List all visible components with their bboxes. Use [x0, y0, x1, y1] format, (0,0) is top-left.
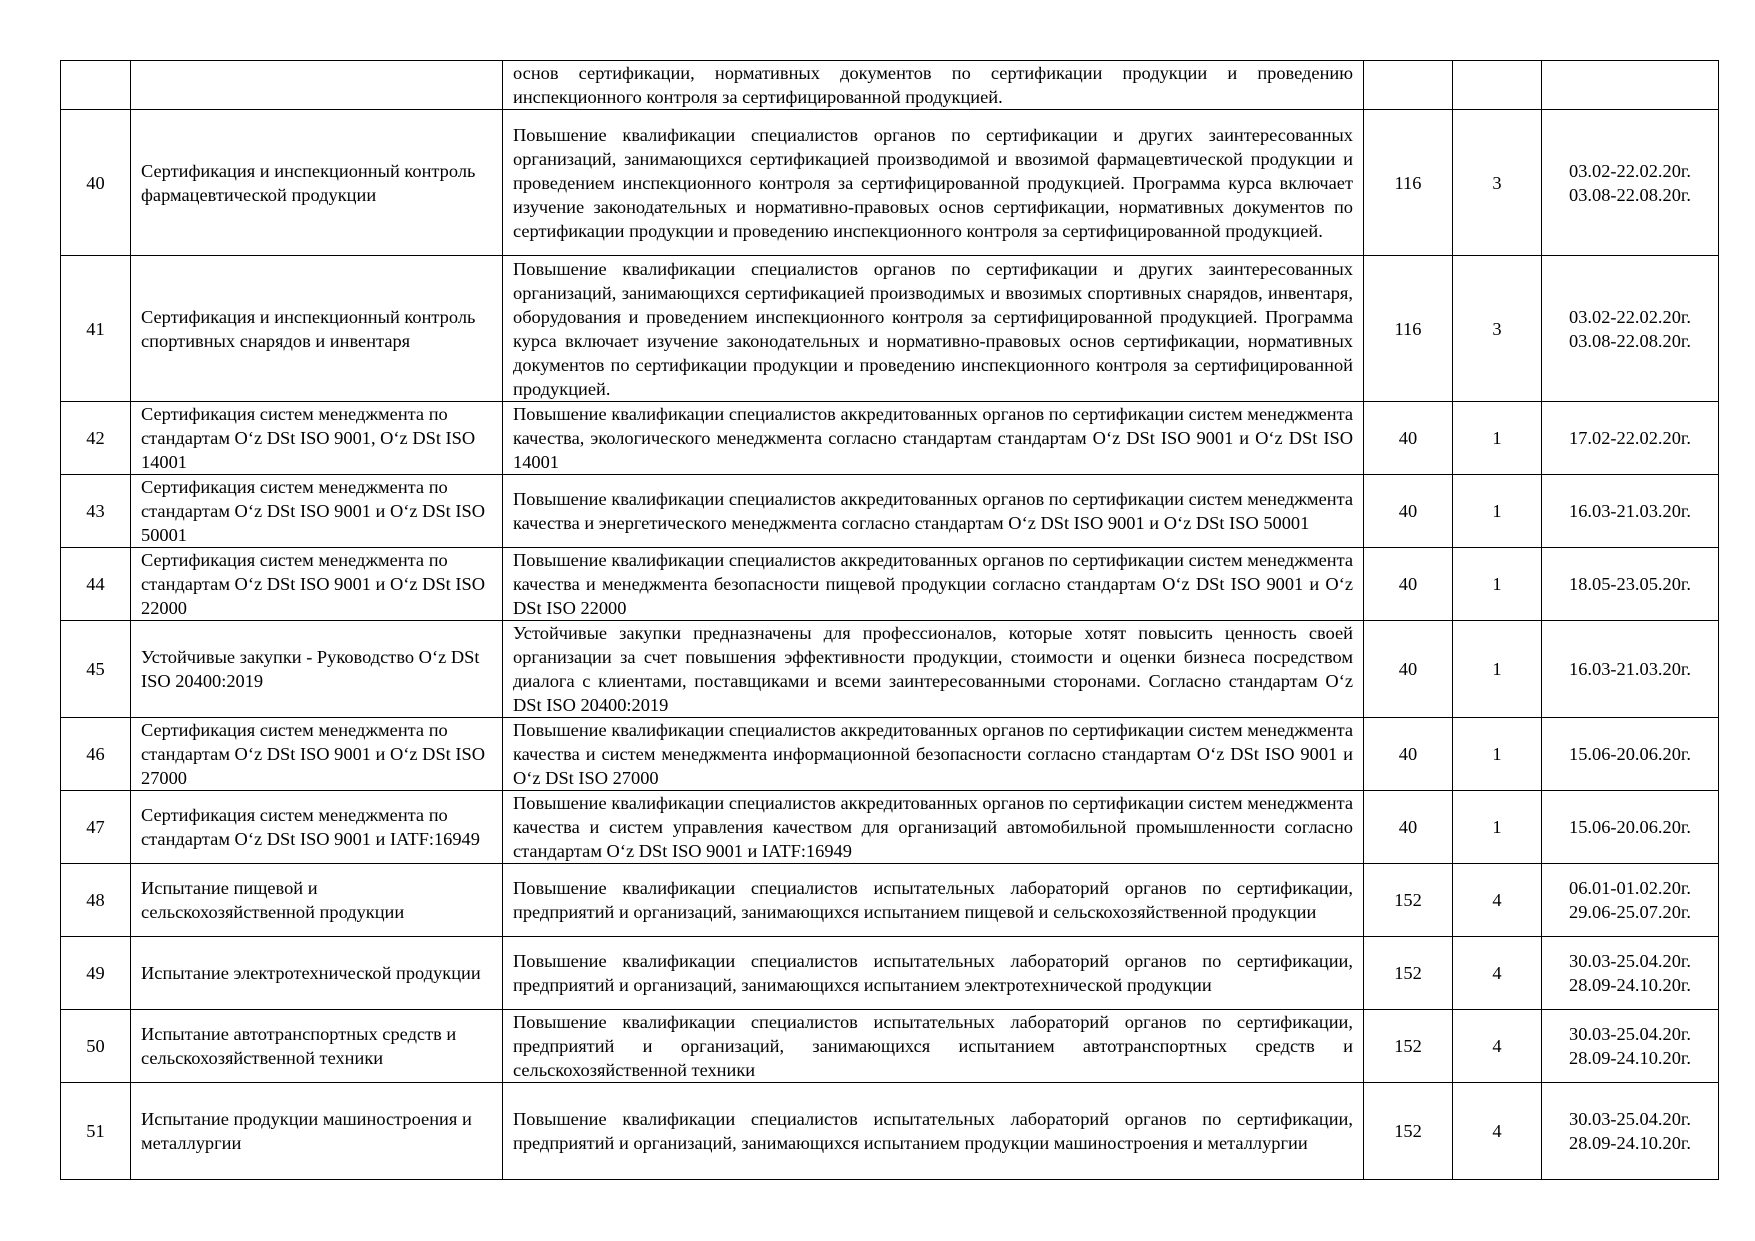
continuation-row — [61, 61, 1719, 110]
course-dates — [1542, 718, 1719, 791]
course-description: Повышение квалификации специалистов аккредитованных органов по сертификации систем менеджмента качества, экологического менеджмента согласно стандартам стандартам O‘z DSt ISO 9001 и O‘z DSt ISO 14001 — [503, 402, 1364, 475]
row-number: 47 — [61, 791, 131, 864]
date-range: 06.01-01.02.20г. — [1569, 878, 1691, 898]
date-range: 30.03-25.04.20г. — [1569, 951, 1691, 971]
course-title: Сертификация систем менеджмента по стандартам O‘z DSt ISO 9001 и O‘z DSt ISO 22000 — [131, 548, 503, 621]
date-range: 03.08-22.08.20г. — [1569, 330, 1691, 351]
table-body — [61, 61, 1719, 1180]
course-title: Сертификация и инспекционный контроль фармацевтической продукции — [131, 110, 503, 256]
row-number: 41 — [61, 256, 131, 402]
course-description: Повышение квалификации специалистов испытательных лабораторий органов по сертификации, предприятий и организаций, занимающихся испытанием электротехнической продукции — [503, 937, 1364, 1010]
course-hours: 116 — [1364, 256, 1453, 402]
course-description: Повышение квалификации специалистов аккредитованных органов по сертификации систем менеджмента качества и систем управления качеством для организаций автомобильной промышленности согласно стандартам O‘z DSt ISO 9001 и IATF:16949 — [503, 791, 1364, 864]
date-range: 30.03-25.04.20г. — [1569, 1024, 1691, 1044]
date-range: 18.05-23.05.20г. — [1569, 574, 1691, 594]
table-row — [61, 1010, 1719, 1083]
course-description: Повышение квалификации специалистов аккредитованных органов по сертификации систем менеджмента качества и энергетического менеджмента согласно стандартам O‘z DSt ISO 9001 и O‘z DSt ISO 50001 — [503, 475, 1364, 548]
date-range: 03.02-22.02.20г. — [1569, 306, 1691, 327]
date-range: 28.09-24.10.20г. — [1569, 1133, 1691, 1153]
course-dates — [1542, 475, 1719, 548]
course-weeks: 1 — [1453, 402, 1542, 475]
course-description: Повышение квалификации специалистов органов по сертификации и других заинтересованных организаций, занимающихся сертификацией производимых и ввозимых спортивных снарядов, инвентаря, оборудования и проведением инспекционного контроля за сертифицированной продукцией. Программа курса включает изучение законодательных и нормативно-правовых основ сертификации, нормативных документов по сертификации продукции и проведению инспекционного контроля за сертифицированной продукцией. — [503, 256, 1364, 402]
course-description: Повышение квалификации специалистов испытательных лабораторий органов по сертификации, предприятий и организаций, занимающихся испытанием пищевой и сельскохозяйственной продукции — [503, 864, 1364, 937]
date-range: 17.02-22.02.20г. — [1569, 428, 1691, 448]
date-range: 28.09-24.10.20г. — [1569, 975, 1691, 995]
course-dates — [1542, 1083, 1719, 1180]
table-row — [61, 548, 1719, 621]
table-row — [61, 937, 1719, 1010]
course-dates — [1542, 256, 1719, 402]
course-description: Повышение квалификации специалистов испытательных лабораторий органов по сертификации, предприятий и организаций, занимающихся испытанием продукции машиностроения и металлургии — [503, 1083, 1364, 1180]
course-weeks: 1 — [1453, 475, 1542, 548]
course-description: Повышение квалификации специалистов аккредитованных органов по сертификации систем менеджмента качества и менеджмента безопасности пищевой продукции согласно стандартам O‘z DSt ISO 9001 и O‘z DSt ISO 22000 — [503, 548, 1364, 621]
course-title: Испытание электротехнической продукции — [131, 937, 503, 1010]
course-title: Испытание продукции машиностроения и металлургии — [131, 1083, 503, 1180]
table-row — [61, 110, 1719, 256]
row-number: 48 — [61, 864, 131, 937]
course-weeks: 1 — [1453, 548, 1542, 621]
course-hours: 116 — [1364, 110, 1453, 256]
date-range: 03.08-22.08.20г. — [1569, 184, 1691, 205]
date-range: 03.02-22.02.20г. — [1569, 160, 1691, 181]
table-row — [61, 256, 1719, 402]
course-weeks: 4 — [1453, 1083, 1542, 1180]
course-dates — [1542, 864, 1719, 937]
table-row — [61, 864, 1719, 937]
row-number: 44 — [61, 548, 131, 621]
course-dates — [1542, 402, 1719, 475]
continuation-description: основ сертификации, нормативных документов по сертификации продукции и проведению инспекционного контроля за сертифицированной продукцией. — [503, 61, 1364, 110]
course-hours: 40 — [1364, 475, 1453, 548]
continuation-hours-cell — [1364, 61, 1453, 110]
row-number: 43 — [61, 475, 131, 548]
course-dates — [1542, 1010, 1719, 1083]
course-weeks: 1 — [1453, 621, 1542, 718]
course-schedule-table — [60, 60, 1719, 1180]
table-row — [61, 791, 1719, 864]
table-row — [61, 718, 1719, 791]
date-range: 16.03-21.03.20г. — [1569, 501, 1691, 521]
course-title: Испытание пищевой и сельскохозяйственной продукции — [131, 864, 503, 937]
course-hours: 152 — [1364, 1010, 1453, 1083]
date-range: 29.06-25.07.20г. — [1569, 902, 1691, 922]
course-description: Повышение квалификации специалистов органов по сертификации и других заинтересованных организаций, занимающихся сертификацией производимой и ввозимой фармацевтической продукции и проведением инспекционного контроля за сертифицированной продукцией. Программа курса включает изучение законодательных и нормативно-правовых основ сертификации, нормативных документов по сертификации продукции и проведению инспекционного контроля за сертифицированной продукцией. — [503, 110, 1364, 256]
table-row — [61, 475, 1719, 548]
course-dates — [1542, 791, 1719, 864]
course-title: Сертификация систем менеджмента по стандартам O‘z DSt ISO 9001 и IATF:16949 — [131, 791, 503, 864]
course-description: Повышение квалификации специалистов аккредитованных органов по сертификации систем менеджмента качества и систем менеджмента информационной безопасности согласно стандартам O‘z DSt ISO 9001 и O‘z DSt ISO 27000 — [503, 718, 1364, 791]
course-weeks: 4 — [1453, 937, 1542, 1010]
course-title: Испытание автотранспортных средств и сельскохозяйственной техники — [131, 1010, 503, 1083]
course-weeks: 1 — [1453, 791, 1542, 864]
table-row — [61, 1083, 1719, 1180]
course-hours: 152 — [1364, 937, 1453, 1010]
table-row — [61, 621, 1719, 718]
course-dates — [1542, 548, 1719, 621]
course-hours: 40 — [1364, 718, 1453, 791]
course-hours: 40 — [1364, 621, 1453, 718]
course-weeks: 4 — [1453, 864, 1542, 937]
continuation-title-cell — [131, 61, 503, 110]
course-hours: 152 — [1364, 1083, 1453, 1180]
date-range: 30.03-25.04.20г. — [1569, 1109, 1691, 1129]
course-hours: 40 — [1364, 791, 1453, 864]
row-number: 49 — [61, 937, 131, 1010]
continuation-dates-cell — [1542, 61, 1719, 110]
course-weeks: 3 — [1453, 110, 1542, 256]
row-number: 50 — [61, 1010, 131, 1083]
course-hours: 40 — [1364, 402, 1453, 475]
date-range: 15.06-20.06.20г. — [1569, 744, 1691, 764]
course-title: Сертификация и инспекционный контроль спортивных снарядов и инвентаря — [131, 256, 503, 402]
course-description: Устойчивые закупки предназначены для профессионалов, которые хотят повысить ценность своей организации за счет повышения эффективности продукции, стоимости и оценки бизнеса посредством диалога с клиентами, поставщиками и всеми заинтересованными сторонами. Согласно стандартам O‘z DSt ISO 20400:2019 — [503, 621, 1364, 718]
course-hours: 152 — [1364, 864, 1453, 937]
continuation-num-cell — [61, 61, 131, 110]
course-weeks: 3 — [1453, 256, 1542, 402]
table-row — [61, 402, 1719, 475]
course-weeks: 4 — [1453, 1010, 1542, 1083]
course-description: Повышение квалификации специалистов испытательных лабораторий органов по сертификации, предприятий и организаций, занимающихся испытанием автотранспортных средств и сельскохозяйственной техники — [503, 1010, 1364, 1083]
course-hours: 40 — [1364, 548, 1453, 621]
course-title: Сертификация систем менеджмента по стандартам O‘z DSt ISO 9001 и O‘z DSt ISO 50001 — [131, 475, 503, 548]
row-number: 51 — [61, 1083, 131, 1180]
course-weeks: 1 — [1453, 718, 1542, 791]
course-title: Сертификация систем менеджмента по стандартам O‘z DSt ISO 9001 и O‘z DSt ISO 27000 — [131, 718, 503, 791]
date-range: 28.09-24.10.20г. — [1569, 1048, 1691, 1068]
course-dates — [1542, 937, 1719, 1010]
date-range: 15.06-20.06.20г. — [1569, 817, 1691, 837]
course-dates — [1542, 621, 1719, 718]
date-range: 16.03-21.03.20г. — [1569, 659, 1691, 679]
course-title: Сертификация систем менеджмента по стандартам O‘z DSt ISO 9001, O‘z DSt ISO 14001 — [131, 402, 503, 475]
continuation-weeks-cell — [1453, 61, 1542, 110]
course-title: Устойчивые закупки - Руководство O‘z DSt ISO 20400:2019 — [131, 621, 503, 718]
row-number: 40 — [61, 110, 131, 256]
row-number: 46 — [61, 718, 131, 791]
course-dates — [1542, 110, 1719, 256]
row-number: 45 — [61, 621, 131, 718]
row-number: 42 — [61, 402, 131, 475]
